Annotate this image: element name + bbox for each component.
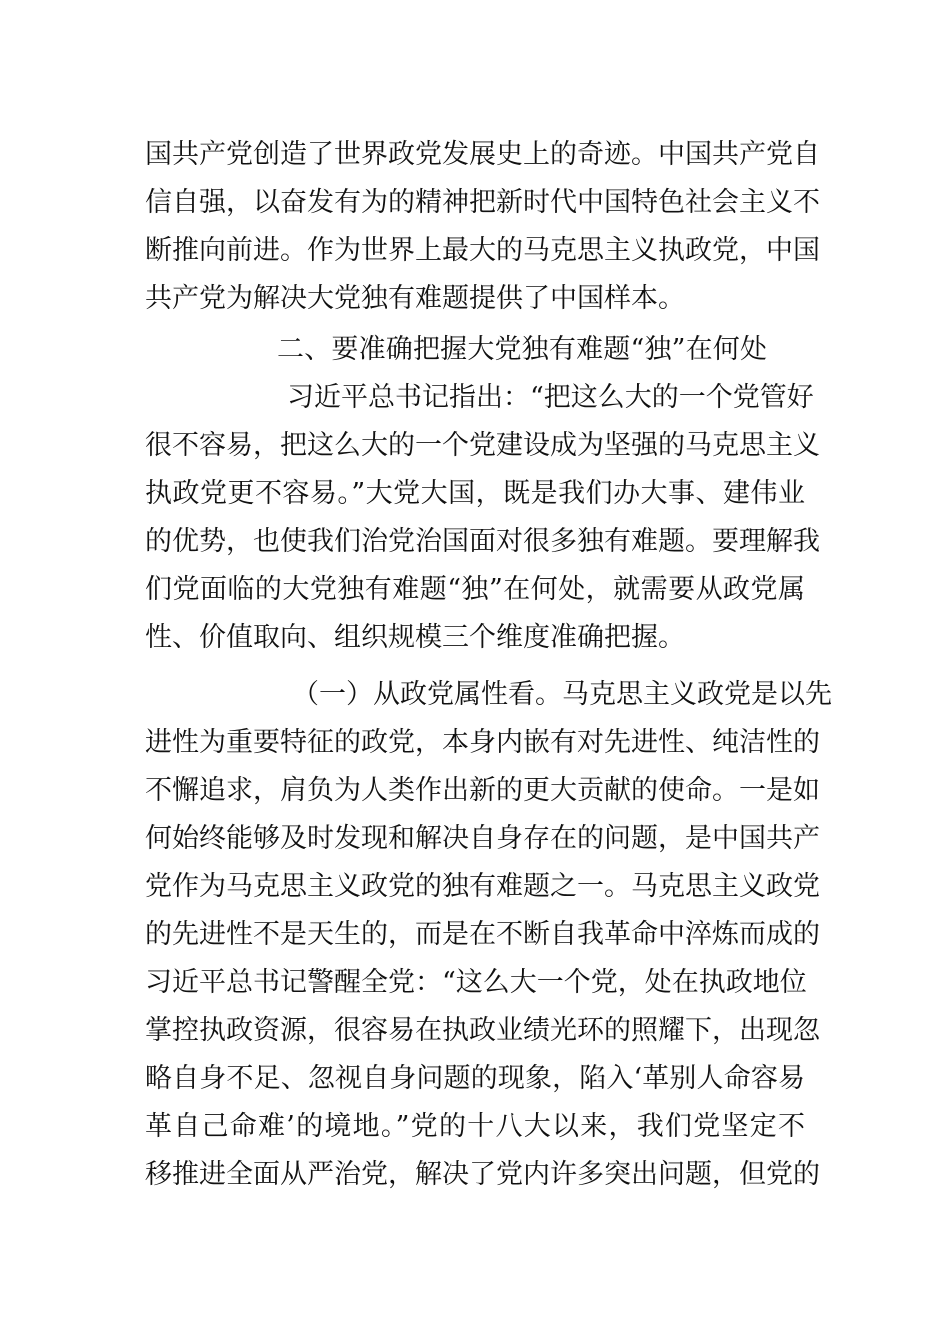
section-heading: 二、要准确把握大党独有难题“独”在何处 [277, 334, 767, 365]
text-line: 们党面临的大党独有难题“独”在何处，就需要从政党属 [145, 574, 805, 605]
text-line: 共产党为解决大党独有难题提供了中国样本。 [145, 283, 685, 314]
text-line: 的先进性不是天生的，而是在不断自我革命中淬炼而成的 [145, 919, 820, 950]
subsection-line: （一）从政党属性看。马克思主义政党是以先 [292, 679, 832, 710]
text-line: 掌控执政资源，很容易在执政业绩光环的照耀下，出现忽 [145, 1015, 820, 1046]
text-line: 的优势，也使我们治党治国面对很多独有难题。要理解我 [145, 526, 820, 557]
text-line: 执政党更不容易。”大党大国，既是我们办大事、建伟业 [145, 478, 805, 509]
text-line: 很不容易，把这么大的一个党建设成为坚强的马克思主义 [145, 430, 820, 461]
text-line: 性、价值取向、组织规模三个维度准确把握。 [145, 622, 685, 653]
text-line: 信自强，以奋发有为的精神把新时代中国特色社会主义不 [145, 187, 820, 218]
text-line: 党作为马克思主义政党的独有难题之一。马克思主义政党 [145, 871, 820, 902]
text-line: 移推进全面从严治党，解决了党内许多突出问题，但党的 [145, 1159, 820, 1190]
text-line: 断推向前进。作为世界上最大的马克思主义执政党，中国 [145, 235, 820, 266]
text-line: 国共产党创造了世界政党发展史上的奇迹。中国共产党自 [145, 139, 820, 170]
text-line: 略自身不足、忽视自身问题的现象，陷入‘革别人命容易 [145, 1063, 805, 1094]
text-line: 习近平总书记指出：“把这么大的一个党管好 [287, 382, 814, 413]
text-line: 何始终能够及时发现和解决自身存在的问题，是中国共产 [145, 823, 820, 854]
text-line: 革自己命难’的境地。”党的十八大以来，我们党坚定不 [145, 1111, 805, 1142]
text-line: 进性为重要特征的政党，本身内嵌有对先进性、纯洁性的 [145, 727, 820, 758]
text-line: 习近平总书记警醒全党：“这么大一个党，处在执政地位 [145, 967, 807, 998]
text-line: 不懈追求，肩负为人类作出新的更大贡献的使命。一是如 [145, 775, 820, 806]
